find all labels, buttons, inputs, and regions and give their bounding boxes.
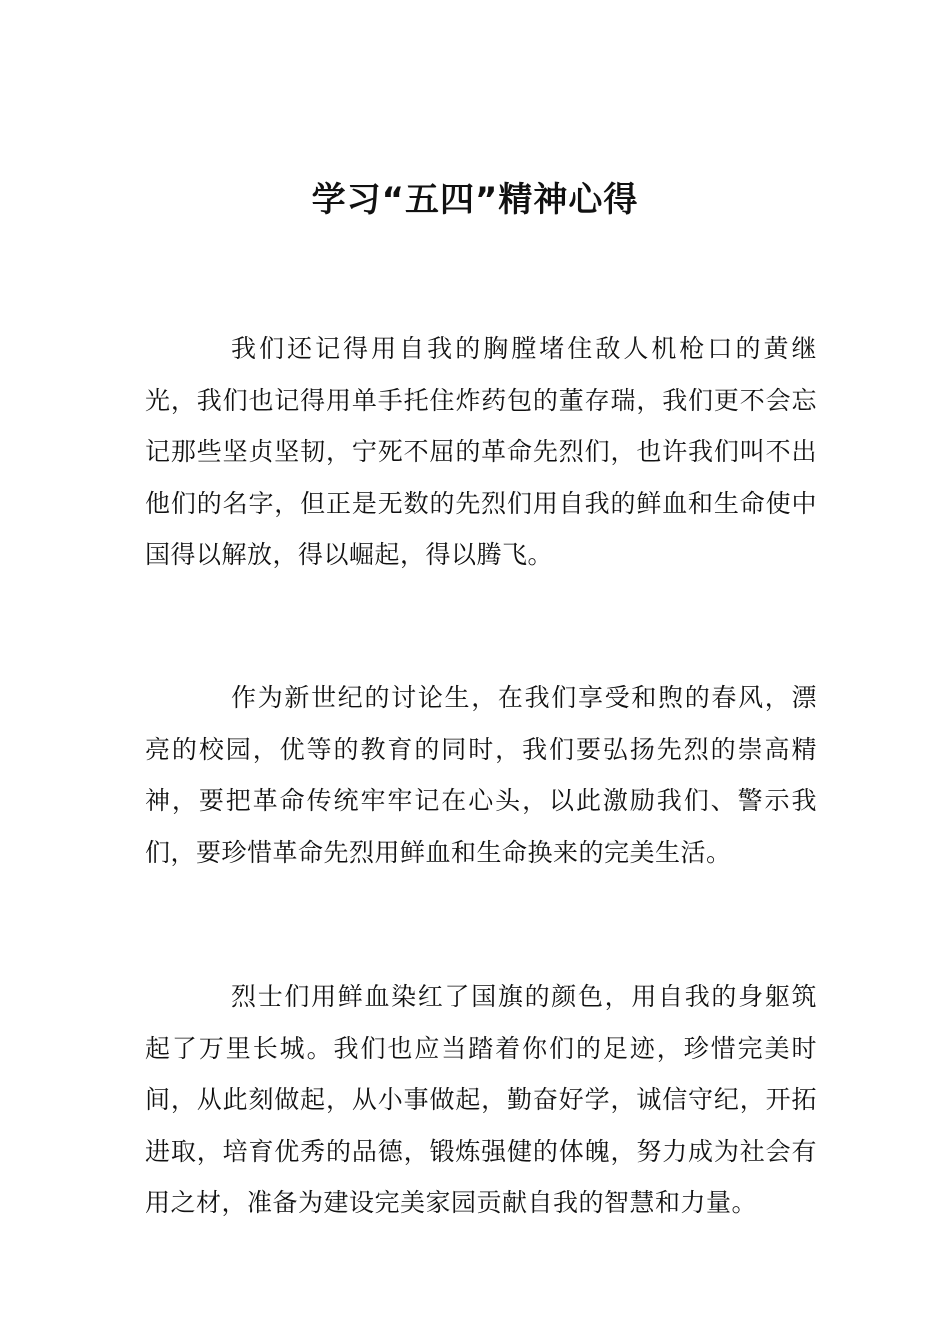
paragraph-2: 作为新世纪的讨论生，在我们享受和煦的春风，漂亮的校园，优等的教育的同时，我们要弘扬先烈的崇高精神，要把革命传统牢牢记在心头，以此激励我们、警示我们，要珍惜革命先烈用鲜血和生命换来的完美生活。 — [145, 683, 817, 867]
paragraph-1: 我们还记得用自我的胸膛堵住敌人机枪口的黄继光，我们也记得用单手托住炸药包的董存瑞，我们更不会忘记那些坚贞坚韧，宁死不屈的革命先烈们，也许我们叫不出他们的名字，但正是无数的先烈们用自我的鲜血和生命使中国得以解放，得以崛起，得以腾飞。 — [145, 334, 817, 569]
document-title: 学习“五四”精神心得 — [311, 180, 639, 220]
paragraph-3: 烈士们用鲜血染红了国旗的颜色，用自我的身躯筑起了万里长城。我们也应当踏着你们的足迹，珍惜完美时间，从此刻做起，从小事做起，勤奋好学，诚信守纪，开拓进取，培育优秀的品德，锻炼强健的体魄，努力成为社会有用之材，准备为建设完美家园贡献自我的智慧和力量。 — [145, 982, 817, 1217]
